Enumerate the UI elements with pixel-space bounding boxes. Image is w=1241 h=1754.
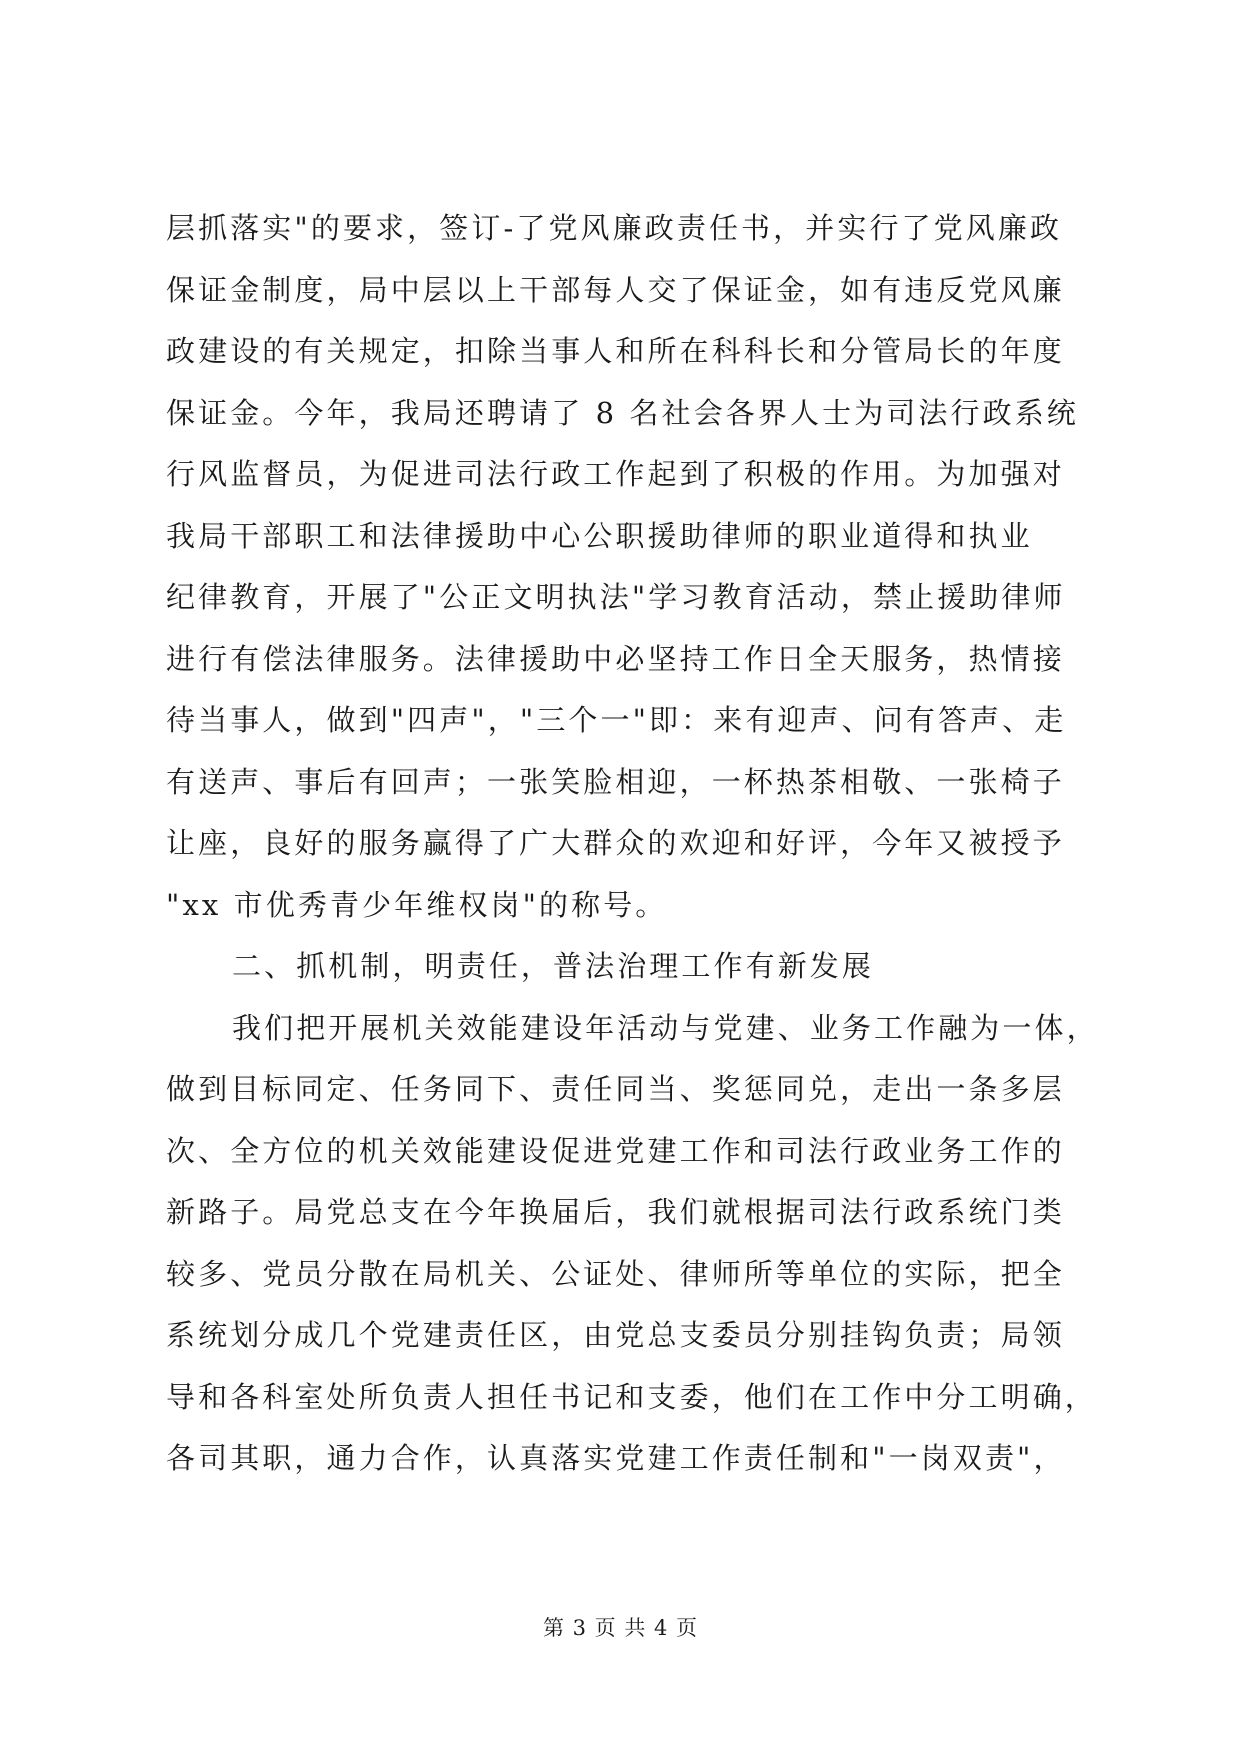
document-body	[166, 198, 1099, 1490]
paragraph-first-line: 我们把开展机关效能建设年活动与党建、业务工作融为一体，	[232, 1010, 1099, 1045]
text-line: 待当事人，做到"四声"，"三个一"即：来有迎声、问有答声、走	[166, 703, 1067, 737]
text-line: 新路子。局党总支在今年换届后，我们就根据司法行政系统门类	[166, 1195, 1065, 1229]
text-line: "xx 市优秀青少年维权岗"的称号。	[166, 887, 668, 922]
text-line: 层抓落实"的要求，签订-了党风廉政责任书，并实行了党风廉政	[166, 211, 1063, 245]
text-line: 保证金。今年，我局还聘请了 8 名社会各界人士为司法行政系统	[166, 395, 1079, 430]
text-line: 次、全方位的机关效能建设促进党建工作和司法行政业务工作的	[166, 1133, 1065, 1168]
text-line: 保证金制度，局中层以上干部每人交了保证金，如有违反党风廉	[166, 272, 1065, 307]
text-line: 有送声、事后有回声；一张笑脸相迎，一杯热茶相敬、一张椅子	[166, 764, 1065, 799]
text-line: 做到目标同定、任务同下、责任同当、奖惩同兑，走出一条多层	[166, 1072, 1065, 1106]
text-line: 系统划分成几个党建责任区，由党总支委员分别挂钩负责；局领	[166, 1318, 1065, 1352]
text-line: 纪律教育，开展了"公正文明执法"学习教育活动，禁止援助律师	[166, 580, 1066, 614]
text-line: 各司其职，通力合作，认真落实党建工作责任制和"一岗双责"，	[166, 1441, 1066, 1475]
section-heading: 二、抓机制，明责任，普法治理工作有新发展	[232, 949, 875, 983]
text-line: 让座，良好的服务赢得了广大群众的欢迎和好评，今年又被授予	[166, 826, 1065, 860]
text-line: 行风监督员，为促进司法行政工作起到了积极的作用。为加强对	[166, 457, 1065, 491]
text-line: 政建设的有关规定，扣除当事人和所在科科长和分管局长的年度	[166, 334, 1065, 368]
text-line: 进行有偿法律服务。法律援助中必坚持工作日全天服务，热情接	[166, 641, 1065, 676]
text-line: 我局干部职工和法律援助中心公职援助律师的职业道得和执业	[166, 518, 1033, 553]
page-number-footer: 第 3 页 共 4 页	[542, 1616, 699, 1640]
text-line: 导和各科室处所负责人担任书记和支委，他们在工作中分工明确，	[166, 1379, 1097, 1414]
text-line: 较多、党员分散在局机关、公证处、律师所等单位的实际，把全	[166, 1256, 1065, 1291]
